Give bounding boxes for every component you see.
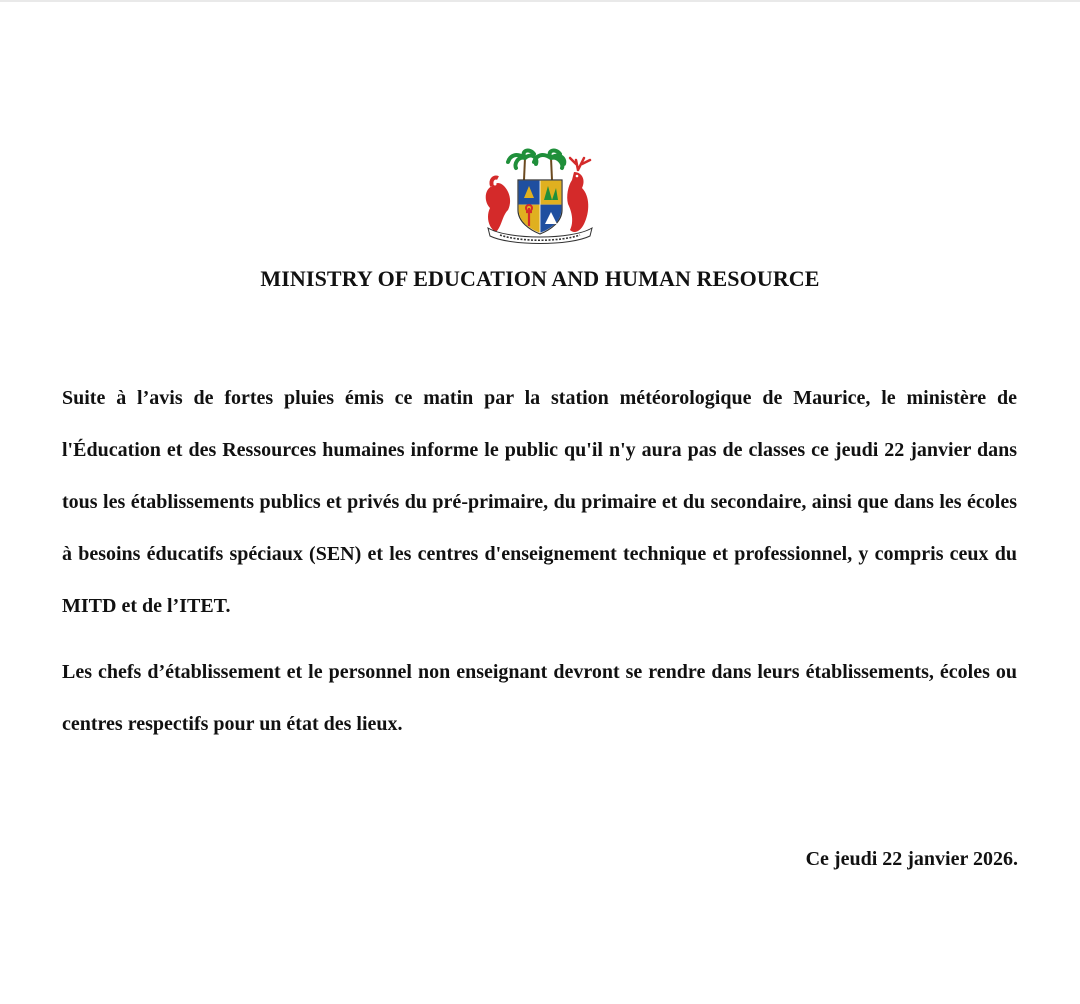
palm-right-icon	[534, 151, 564, 180]
notice-paragraph-1: Suite à l’avis de fortes pluies émis ce matin par la station météorologique de Maurice, le ministère de l'Éducation et des Ressources humaines informe le public qu'il n'y aura pas de classes ce jeudi 22 janvier dans tous les établissements publics et privés du pré-primaire, du primaire et du secondaire, ainsi que dans les écoles à besoins éducatifs spéciaux (SEN) et les centres d'enseignement technique et professionnel, y compris ceux du MITD et de l’ITET.	[62, 387, 1017, 617]
top-divider	[0, 0, 1080, 2]
shield-icon	[518, 180, 562, 234]
ministry-title: MINISTRY OF EDUCATION AND HUMAN RESOURCE	[260, 266, 820, 291]
dodo-supporter-icon	[486, 177, 510, 232]
date-line: Ce jeudi 22 janvier 2026.	[805, 848, 1018, 870]
deer-supporter-icon	[567, 158, 590, 232]
palm-left-icon	[508, 151, 536, 180]
notice-paragraph-2: Les chefs d’établissement et le personnel non enseignant devront se rendre dans leurs établissements, écoles ou centres respectifs pour un état des lieux.	[62, 661, 1017, 735]
coat-of-arms-emblem	[478, 146, 602, 250]
